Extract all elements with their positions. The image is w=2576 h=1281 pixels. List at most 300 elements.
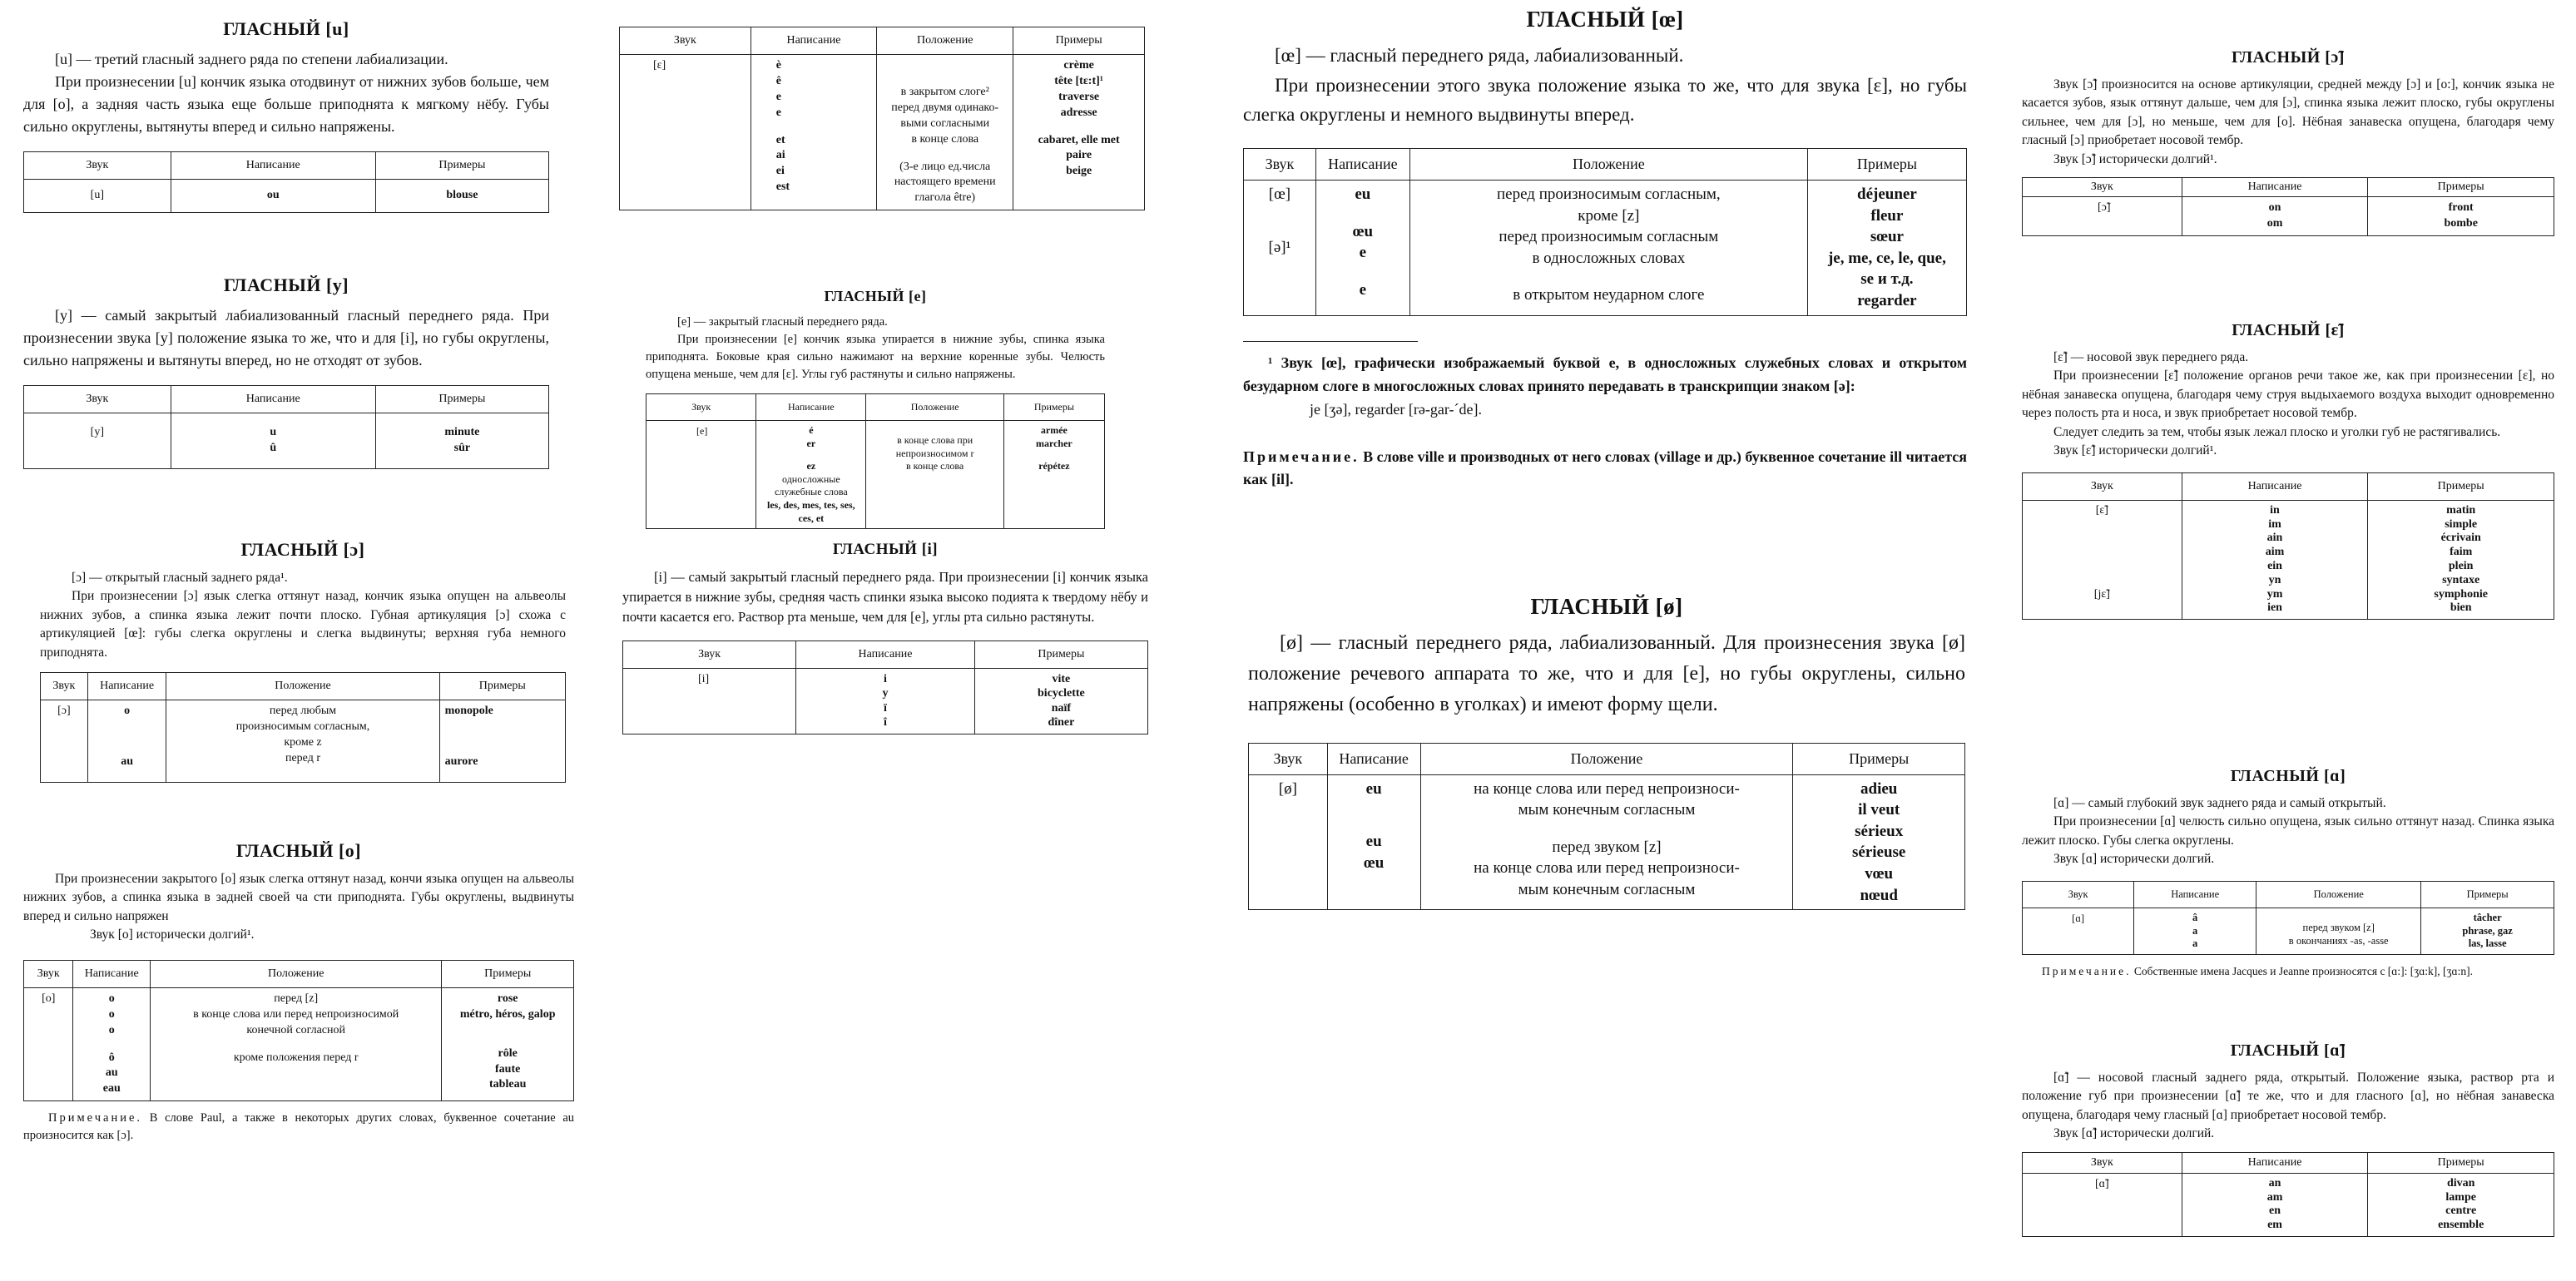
column-header: Написание <box>73 960 151 987</box>
column-header: Примеры <box>1793 743 1965 774</box>
position-item <box>871 424 998 434</box>
example-item: il veut <box>1858 801 1900 819</box>
spelling-item: on <box>2268 201 2281 215</box>
section-title: ГЛАСНЫЙ [ɑ] <box>2230 767 2346 785</box>
spelling-item: ô <box>108 1051 115 1064</box>
section-title: ГЛАСНЫЙ [ɔ] <box>240 539 365 560</box>
example-item: beige <box>1066 165 1092 178</box>
vowel-table <box>2022 472 2554 620</box>
section-title: ГЛАСНЫЙ [i] <box>832 541 939 558</box>
position-item: глагола être) <box>914 191 976 205</box>
spelling-cell <box>751 55 876 210</box>
examples-cell <box>2368 1173 2554 1236</box>
paragraph: [ø] — гласный переднего ряда, лабиализованный. Для произнесения звука [ø] положение речевого аппарата то же, что и для [e], но губы округлены, сильно напряжены (особенно в уголках) и имеют форму щели. <box>1248 632 1965 716</box>
section-vowel-open-e-table <box>619 18 1145 210</box>
example-item: traverse <box>1058 90 1100 103</box>
column-header: Примеры <box>1003 394 1104 421</box>
paragraph: [ɑ̃] — носовой гласный заднего ряда, открытый. Положение языка, раствор рта и положение губ при произнесении [ɑ̃] те же, что и для гласного [ɑ], но нёбная занавеска опущена, благодаря чему гласный [ɑ] приобретает носовой тембр. <box>2022 1071 2554 1122</box>
position-item: в односложных словах <box>1532 249 1686 267</box>
note-label: Примечание. <box>2042 964 2132 977</box>
column-header: Положение <box>866 394 1003 421</box>
examples-cell <box>1013 55 1145 210</box>
sound-item <box>2028 565 2177 576</box>
spelling-item: en <box>2269 1204 2281 1218</box>
column-header: Положение <box>166 673 439 700</box>
table-row <box>1244 180 1967 315</box>
spelling-item <box>93 720 161 731</box>
position-item: в конце слова <box>906 460 964 472</box>
spelling-item: an <box>2268 1176 2281 1190</box>
paragraph: [e] — закрытый гласный переднего ряда. <box>677 315 888 329</box>
paragraph: При произнесении [u] кончик языка отодвинут от нижних зубов больше, чем для [o], а задняя часть языка еще больше приподнята к мягкому нёбу. Губы сильно округлены, вытянуты вперед и сильно напряжены. <box>23 73 549 135</box>
vowel-table <box>1248 743 1965 911</box>
sound-cell: [ɛ] <box>620 55 751 210</box>
column-header: Написание <box>171 386 375 413</box>
spelling-item: o <box>124 705 131 718</box>
table-row <box>2023 197 2554 236</box>
spelling-item: y <box>882 687 889 700</box>
table-row <box>24 987 574 1100</box>
spelling-item: â <box>2192 911 2198 923</box>
sound-cell: [u] <box>24 180 171 213</box>
paragraph: Звук [ɔ̃] произносится на основе артикуляции, средней между [ɔ] и [o:], кончик языка не касается зубов, язык оттянут дальше, чем для [ɔ], спинка языка лежит плоско, губы округлены сильнее, чем для [ɔ], но меньше, чем для [o]. Нёбная занавеска опущена, благодаря чему гласный [ɔ] приобретает носовой тембр. <box>2022 77 2554 148</box>
column-header: Примеры <box>2368 178 2554 197</box>
section-vowel-back-a <box>2022 767 2554 979</box>
example-item: bicyclette <box>1038 687 1085 700</box>
position-cell <box>866 421 1003 529</box>
column-header: Положение <box>2256 881 2421 908</box>
sound-cell: [ɑ] <box>2023 908 2134 954</box>
sound-cell: [y] <box>24 413 171 469</box>
example-item: simple <box>2445 517 2478 531</box>
spelling-cell <box>2182 197 2368 236</box>
section-vowel-nasal-o <box>2022 48 2554 236</box>
spelling-item: o <box>108 1023 115 1036</box>
position-item: в окончаниях -as, -asse <box>2288 935 2389 947</box>
spelling-item: e <box>775 90 781 103</box>
sound-cell <box>1244 180 1316 315</box>
example-item: adresse <box>1060 106 1097 119</box>
examples-cell <box>1003 421 1104 529</box>
example-item: rose <box>497 992 518 1005</box>
position-item <box>156 1077 436 1089</box>
position-item: перед двумя одинако- <box>891 101 999 114</box>
position-item: перед r <box>285 752 320 765</box>
vowel-table <box>23 960 574 1101</box>
example-item: lampe <box>2445 1190 2476 1204</box>
paragraph: Звук [ɛ̃] исторически долгий¹. <box>2053 443 2217 458</box>
section-title: ГЛАСНЫЙ [ɔ̃] <box>2232 48 2345 67</box>
spelling-item: eu <box>1365 779 1382 798</box>
position-item: мым конечным согласным <box>1518 881 1696 899</box>
vowel-table <box>2022 881 2554 955</box>
position-item <box>156 1039 436 1051</box>
vowel-table <box>23 385 549 469</box>
section-title: ГЛАСНЫЙ [o] <box>235 840 362 861</box>
sound-cell <box>2023 500 2182 619</box>
spelling-item: om <box>2266 217 2283 230</box>
spelling-item <box>1321 264 1404 279</box>
position-item <box>171 767 433 779</box>
position-item <box>882 148 1008 160</box>
section-vowel-i <box>622 541 1148 734</box>
position-item: кроме [z] <box>1578 206 1640 225</box>
vowel-table <box>23 151 549 213</box>
example-item: front <box>2448 201 2474 215</box>
paragraph: Звук [ɑ̃] исторически долгий. <box>2053 1126 2215 1141</box>
sound-item <box>1249 274 1310 289</box>
column-header: Написание <box>2182 178 2368 197</box>
column-header: Звук <box>1249 743 1328 774</box>
column-header: Звук <box>646 394 756 421</box>
paragraph: Звук [o] исторически долгий¹. <box>90 927 255 942</box>
spelling-cell <box>796 668 975 734</box>
footnote-text: ¹ Звук [œ], графически изображаемый буквой e, в односложных служебных словах и открытом безударном слоге в многосложных словах принято передавать в транскрипции знаком [ə]: <box>1243 354 1967 394</box>
note <box>23 1110 574 1145</box>
example-item: sérieuse <box>1852 843 1906 862</box>
example-item: bien <box>2450 601 2472 615</box>
spelling-item: служебные слова <box>775 486 848 498</box>
position-cell <box>877 55 1013 210</box>
spelling-item <box>761 450 860 460</box>
footnote-example: je [ʒə], regarder [rə-gar-ˊde]. <box>1310 400 1482 418</box>
example-item <box>445 731 560 743</box>
examples-cell <box>2368 500 2554 619</box>
paragraph: При произнесении закрытого [o] язык слегка оттянут назад, кончи языка опущен на альвеолы нижних зубов, а спинка языка в задней своей ча сти приподнята. Губы округлены, выдвинуты вперед и сильно напряжен <box>23 872 574 923</box>
spelling-item <box>1321 205 1404 221</box>
spelling-item: am <box>2266 1190 2283 1204</box>
spelling-item: ez <box>806 460 816 472</box>
sound-cell: [o] <box>24 987 73 1100</box>
column-header: Звук <box>24 960 73 987</box>
example-item: syntaxe <box>2442 573 2480 586</box>
spelling-item: em <box>2267 1219 2282 1232</box>
spelling-item <box>1333 873 1415 889</box>
spelling-item: ï <box>884 701 887 715</box>
table-row <box>623 668 1148 734</box>
position-item <box>1426 821 1788 837</box>
position-cell <box>1420 774 1793 910</box>
examples-cell <box>974 668 1147 734</box>
position-cell <box>2256 908 2421 954</box>
vowel-table <box>1243 148 1967 316</box>
section-vowel-y <box>23 274 549 469</box>
spelling-item <box>776 121 871 133</box>
paragraph: [œ] — гласный переднего ряда, лабиализованный. <box>1275 45 1684 66</box>
position-item: кроме положения перед r <box>233 1051 359 1064</box>
example-item: aurore <box>444 755 478 769</box>
section-vowel-u <box>23 18 549 213</box>
sound-cell: [ɔ̃] <box>2023 197 2182 236</box>
example-item: ensemble <box>2438 1219 2484 1232</box>
example-item: las, lasse <box>2468 937 2507 950</box>
column-header: Примеры <box>375 386 548 413</box>
vowel-table <box>646 393 1105 529</box>
column-header: Положение <box>1420 743 1793 774</box>
example-item: paire <box>1066 149 1092 162</box>
section-vowel-oslash <box>1248 594 1965 910</box>
spelling-cell <box>756 421 866 529</box>
paragraph: [ɛ̃] — носовой звук переднего ряда. <box>2053 350 2249 364</box>
spelling-item: a <box>2192 924 2198 937</box>
spelling-item: e <box>1359 244 1367 262</box>
example-item: armée <box>1040 424 1068 437</box>
column-header: Звук <box>24 386 171 413</box>
spelling-item: односложные <box>782 472 840 485</box>
paragraph: Звук [ɑ] исторически долгий. <box>2053 852 2215 867</box>
sound-item: [jɛ̃] <box>2093 587 2110 601</box>
section-title: ГЛАСНЫЙ [y] <box>223 274 349 295</box>
column-header: Написание <box>756 394 866 421</box>
spelling-item: au <box>105 1066 118 1080</box>
column-header: Написание <box>87 673 166 700</box>
example-item: dîner <box>1048 716 1075 730</box>
spelling-cell <box>73 987 151 1100</box>
example-item: plein <box>2448 560 2474 572</box>
spelling-cell <box>87 700 166 783</box>
spelling-item: au <box>121 755 133 769</box>
sound-item <box>1249 205 1310 221</box>
example-item: centre <box>2445 1204 2477 1218</box>
footnote <box>1243 352 1967 422</box>
spelling-item: ces, et <box>798 512 825 524</box>
sound-cell: [i] <box>623 668 796 734</box>
example-item <box>445 743 560 754</box>
position-item: перед звуком [z] <box>2302 922 2375 934</box>
column-header: Написание <box>2182 472 2368 500</box>
examples-cell <box>439 700 565 783</box>
position-item: перед [z] <box>274 992 319 1005</box>
example-item <box>1018 180 1139 191</box>
section-vowel-closed-e <box>646 288 1105 529</box>
sound-item <box>2028 542 2177 553</box>
spelling-item: er <box>806 437 816 449</box>
sound-item <box>2028 553 2177 565</box>
spelling-cell <box>2134 908 2256 954</box>
column-header: Положение <box>877 27 1013 55</box>
position-item: перед любым <box>269 705 337 718</box>
example-item: tête [tɛ:t]¹ <box>1054 74 1103 87</box>
section-vowel-nasal-e <box>2022 321 2554 620</box>
column-header: Примеры <box>2421 881 2554 908</box>
position-item: выми согласными <box>900 116 990 130</box>
table-row <box>24 180 549 213</box>
vowel-table <box>2022 1152 2554 1237</box>
spelling-item <box>93 743 161 754</box>
column-header: Написание <box>171 152 375 180</box>
paragraph: [ɑ] — самый глубокий звук заднего ряда и самый открытый. <box>2053 796 2386 810</box>
spelling-cell <box>171 413 375 469</box>
spelling-item <box>1333 799 1415 815</box>
example-item: nœud <box>1860 886 1898 904</box>
spelling-item: é <box>809 424 814 437</box>
example-item: sœur <box>1870 228 1904 246</box>
example-item: marcher <box>1036 437 1073 449</box>
column-header: Написание <box>751 27 876 55</box>
section-vowel-closed-o <box>23 840 574 1145</box>
section-title: ГЛАСНЫЙ [œ] <box>1526 7 1684 32</box>
column-header: Примеры <box>442 960 574 987</box>
paragraph: [u] — третий гласный заднего ряда по степени лабиализации. <box>55 51 448 67</box>
sound-item <box>2028 530 2177 542</box>
position-item: мым конечным согласным <box>1518 801 1696 819</box>
example-item <box>447 1035 568 1046</box>
spelling-item: ym <box>2266 587 2283 601</box>
spelling-item: o <box>108 992 115 1005</box>
spelling-item: œu <box>1352 222 1374 240</box>
example-item: monopole <box>444 705 493 718</box>
position-item: (3-е лицо ед.числа <box>899 160 991 173</box>
position-cell <box>151 987 442 1100</box>
spelling-item: e <box>775 106 781 119</box>
examples-cell <box>442 987 574 1100</box>
section-vowel-open-o <box>40 539 566 783</box>
spelling-item: ain <box>2266 532 2283 545</box>
sound-item: [ɛ̃] <box>2095 503 2108 517</box>
column-header: Положение <box>1409 148 1807 180</box>
sound-item: [œ] <box>1268 185 1291 203</box>
position-item <box>1415 269 1802 284</box>
paragraph: При произнесении [ɑ] челюсть сильно опущена, язык сильно оттянут назад. Спинка языка лежит плоско. Губы слегка округлены. <box>2022 814 2554 848</box>
footnote-rule <box>1243 341 1418 342</box>
table-row <box>2023 500 2554 619</box>
examples-cell <box>375 413 548 469</box>
spelling-cell <box>2182 500 2368 619</box>
section-title: ГЛАСНЫЙ [ɛ̃] <box>2232 321 2345 339</box>
example-item: matin <box>2446 503 2476 517</box>
column-header: Звук <box>24 152 171 180</box>
position-item: произносимым согласным, <box>235 720 370 734</box>
column-header: Звук <box>2023 178 2182 197</box>
sound-cell: [ɑ̃] <box>2023 1173 2182 1236</box>
spelling-item: ê <box>775 74 781 87</box>
position-item: перед звуком [z] <box>1552 838 1662 856</box>
spelling-item: eau <box>102 1082 121 1096</box>
column-header: Написание <box>2182 1152 2368 1173</box>
spelling-item: aim <box>2265 546 2285 559</box>
note-text: Собственные имена Jacques и Jeanne произносятся с [ɑ:]: [ʒɑ:k], [ʒɑ:n]. <box>2133 964 2473 977</box>
position-item: непроизносимом r <box>895 447 974 459</box>
position-item: конечной согласной <box>246 1023 345 1036</box>
spelling-item: e <box>1359 280 1367 299</box>
paragraph: При произнесении этого звука положение языка то же, что для звука [ɛ], но губы слегка округлены и немного выдвинуты вперед. <box>1243 74 1967 126</box>
table-row <box>24 413 549 469</box>
section-vowel-nasal-a <box>2022 1041 2554 1237</box>
spelling-item: in <box>2270 503 2280 517</box>
note <box>1243 446 1967 489</box>
spelling-item: eu <box>1355 185 1371 203</box>
position-cell <box>1409 180 1807 315</box>
note-text: В слове Paul, а также в некоторых других словах, буквенное сочетание au произносится как [ɔ]. <box>23 1111 575 1143</box>
vowel-table <box>40 672 566 783</box>
spelling-item: est <box>775 181 790 194</box>
column-header: Звук <box>620 27 751 55</box>
spelling-item: les, des, mes, tes, ses, <box>767 499 855 512</box>
example-item: phrase, gaz <box>2462 924 2513 937</box>
spelling-item: u <box>270 426 277 438</box>
paragraph: Звук [ɔ̃] исторически долгий¹. <box>2053 151 2217 166</box>
paragraph: [i] — самый закрытый гласный переднего ряда. При произнесении [i] кончик языка упирается в нижние зубы, средняя часть спинки языка высоко подията к твердому нёбу и почти касается его. Раствор рта меньше, чем для [e], углы рта сильно растянуты. <box>622 569 1148 625</box>
column-header: Звук <box>2023 881 2134 908</box>
column-header: Примеры <box>439 673 565 700</box>
table-row <box>2023 1173 2554 1236</box>
example-item: tableau <box>489 1078 527 1091</box>
example-item: se и т.д. <box>1860 270 1914 289</box>
examples-cell: blouse <box>375 180 548 213</box>
table-row <box>646 421 1105 529</box>
example-item: vœu <box>1865 865 1894 883</box>
position-item: в конце слова или перед непроизносимой <box>193 1007 399 1021</box>
column-header: Звук <box>623 640 796 668</box>
spelling-item: œu <box>1364 853 1385 872</box>
spelling-item <box>93 731 161 743</box>
column-header: Положение <box>151 960 442 987</box>
spelling-item: eu <box>1365 833 1382 851</box>
example-item: faim <box>2450 546 2473 559</box>
spelling-cell <box>1315 180 1409 315</box>
spelling-item <box>1333 815 1415 831</box>
spelling-item: im <box>2268 517 2281 531</box>
examples-cell <box>2368 197 2554 236</box>
examples-cell <box>1793 774 1965 910</box>
spelling-item: et <box>775 133 785 146</box>
column-header: Написание <box>1327 743 1420 774</box>
example-item: sérieux <box>1855 822 1904 840</box>
example-item: cabaret, elle met <box>1038 133 1120 146</box>
spelling-cell: ou <box>171 180 375 213</box>
paragraph: [ɔ] — открытый гласный заднего ряда¹. <box>72 571 288 585</box>
note <box>2022 963 2554 980</box>
column-header: Звук <box>2023 472 2182 500</box>
table-row <box>620 55 1145 210</box>
table-row <box>1249 774 1965 910</box>
spelling-item: ein <box>2267 560 2282 572</box>
sound-cell: [e] <box>646 421 756 529</box>
column-header: Примеры <box>2368 1152 2554 1173</box>
example-item: vite <box>1052 672 1071 685</box>
example-item: naïf <box>1051 701 1072 715</box>
sound-item: [ə]¹ <box>1268 238 1291 256</box>
example-item: sûr <box>453 441 471 454</box>
position-cell <box>166 700 439 783</box>
sound-item <box>2028 576 2177 588</box>
position-item: в закрытом слоге² <box>900 86 989 98</box>
example-item: minute <box>444 426 480 438</box>
spelling-item: î <box>884 716 887 730</box>
column-header: Примеры <box>2368 472 2554 500</box>
paragraph: При произнесении [ɔ] язык слегка оттянут назад, кончик языка опущен на альвеолы нижних зубов, а спинка языка лежит почти плоско. Губная артикуляция [ɔ] схожа с артикуляцией [œ]: губы слегка округлены и слегка выдвинуты; верхняя губа немного приподнята. <box>40 589 566 660</box>
column-header: Звук <box>2023 1152 2182 1173</box>
column-header: Примеры <box>974 640 1147 668</box>
example-item: tâcher <box>2473 911 2502 923</box>
spelling-cell <box>2182 1173 2368 1236</box>
vowel-table <box>619 27 1145 210</box>
spelling-item: o <box>108 1007 115 1021</box>
spelling-item: i <box>884 672 887 685</box>
column-header: Написание <box>1315 148 1409 180</box>
example-item: rôle <box>498 1046 518 1060</box>
vowel-table <box>2022 177 2554 236</box>
column-header: Написание <box>2134 881 2256 908</box>
example-item <box>1018 121 1139 133</box>
sound-cell: [ø] <box>1249 774 1328 910</box>
example-item: symphonie <box>2434 587 2488 601</box>
note-label: Примечание. <box>1243 448 1360 466</box>
spelling-item: ai <box>775 149 785 162</box>
column-header: Примеры <box>1807 148 1966 180</box>
sound-item <box>1249 221 1310 237</box>
table-row <box>2023 908 2554 954</box>
